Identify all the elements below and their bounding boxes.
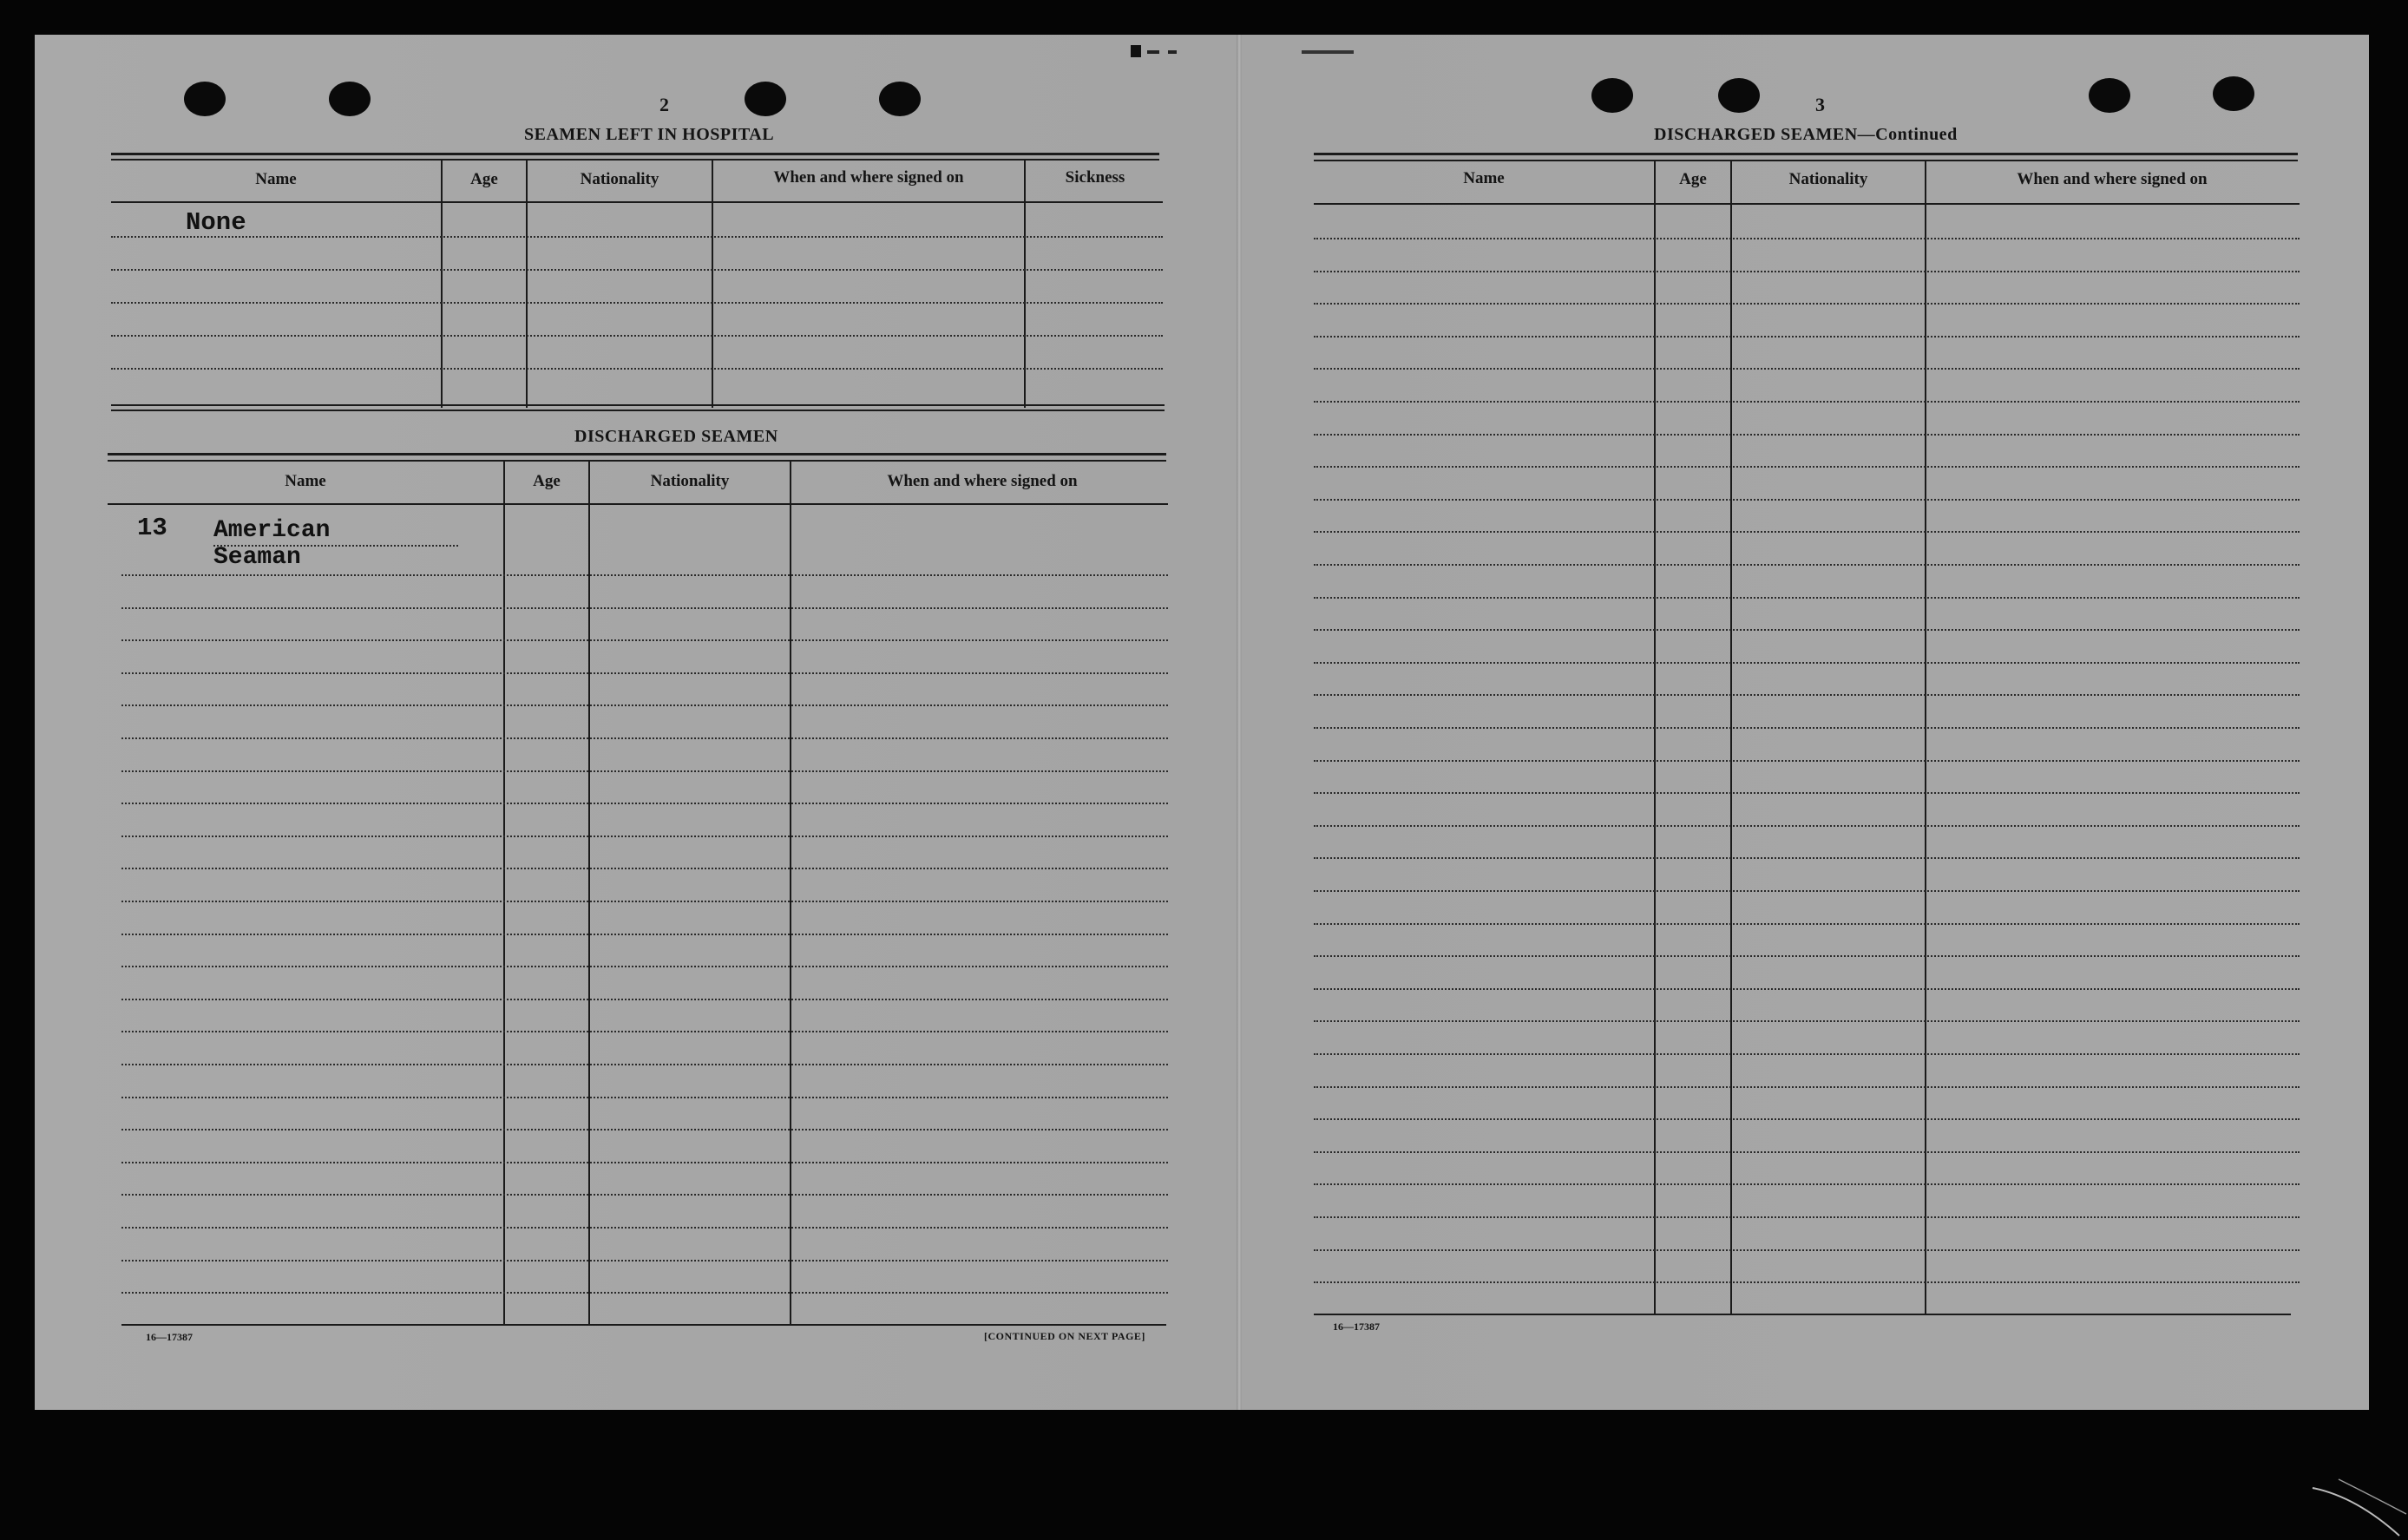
table-rule: [111, 159, 1159, 161]
page-fold: [1237, 35, 1242, 1410]
column-divider: [1024, 160, 1026, 408]
entry-dotted-line: [121, 770, 1168, 772]
entry-dotted-line: [121, 672, 1168, 674]
hospital-section-title: SEAMEN LEFT IN HOSPITAL: [524, 125, 775, 144]
entry-dotted-line: [1314, 825, 2300, 827]
column-header-signed-on: When and where signed on: [773, 168, 964, 187]
discharged-section-title: DISCHARGED SEAMEN: [574, 427, 778, 446]
entry-dotted-line: [1314, 857, 2300, 859]
entry-dotted-line: [111, 269, 1163, 271]
table-rule: [111, 153, 1159, 155]
entry-underline: [213, 545, 458, 547]
entry-dotted-line: [1314, 1053, 2300, 1055]
column-header-age: Age: [470, 170, 498, 188]
entry-dotted-line: [1314, 1249, 2300, 1251]
column-header-name: Name: [1463, 169, 1505, 187]
entry-dotted-line: [121, 1194, 1168, 1196]
document-paper: [35, 35, 2369, 1410]
entry-dotted-line: [1314, 1020, 2300, 1022]
punch-hole: [184, 82, 226, 116]
entry-dotted-line: [111, 236, 1163, 238]
page-number-left: 2: [659, 94, 669, 115]
entry-dotted-line: [1314, 1118, 2300, 1120]
entry-dotted-line: [121, 836, 1168, 837]
entry-dotted-line: [1314, 368, 2300, 370]
entry-dotted-line: [1314, 792, 2300, 794]
entry-dotted-line: [1314, 271, 2300, 272]
discharged-continued-title: [1654, 125, 1958, 145]
entry-dotted-line: [1314, 890, 2300, 892]
punch-hole: [1718, 78, 1760, 113]
punch-hole: [745, 82, 786, 116]
column-header-signed-on: When and where signed on: [2017, 170, 2208, 188]
table-bottom-rule: [111, 404, 1165, 406]
page-corner-curl: [2304, 1462, 2408, 1540]
entry-dotted-line: [1314, 760, 2300, 762]
entry-dotted-line: [1314, 1216, 2300, 1218]
entry-dotted-line: [121, 1260, 1168, 1261]
entry-dotted-line: [121, 901, 1168, 902]
entry-dotted-line: [1314, 466, 2300, 468]
entry-dotted-line: [121, 1064, 1168, 1065]
title-text: DISCHARGED SEAMEN: [1654, 125, 1858, 144]
column-header-name: Name: [285, 472, 326, 490]
column-header-nationality: Nationality: [580, 170, 659, 188]
punch-hole: [2213, 76, 2254, 111]
entry-dotted-line: [1314, 564, 2300, 566]
entry-dotted-line: [121, 1031, 1168, 1032]
entry-dotted-line: [1314, 955, 2300, 957]
header-rule: [1314, 203, 2300, 205]
entry-dotted-line: [1314, 401, 2300, 403]
entry-dotted-line: [1314, 531, 2300, 533]
entry-dotted-line: [1314, 597, 2300, 599]
entry-dotted-line: [1314, 303, 2300, 305]
cropped-header-text: [1128, 42, 1388, 59]
entry-dotted-line: [1314, 1086, 2300, 1088]
entry-dotted-line: [121, 999, 1168, 1000]
table-rule: [108, 453, 1166, 455]
entry-dotted-line: [1314, 694, 2300, 696]
table-rule: [1314, 153, 2298, 155]
form-code-left: 16—17387: [146, 1331, 193, 1343]
column-header-name: Name: [255, 170, 297, 188]
entry-dotted-line: [1314, 1151, 2300, 1153]
entry-dotted-line: [121, 1097, 1168, 1098]
entry-dotted-line: [121, 966, 1168, 967]
column-header-age: Age: [533, 472, 561, 490]
column-divider: [790, 460, 791, 1326]
entry-dotted-line: [1314, 988, 2300, 990]
entry-dotted-line: [1314, 238, 2300, 239]
table-rule: [1314, 160, 2298, 161]
punch-hole: [1591, 78, 1633, 113]
entry-dotted-line: [121, 1162, 1168, 1163]
title-suffix: —Continued: [1857, 125, 1958, 144]
page-number-right: 3: [1815, 94, 1825, 115]
column-divider: [588, 460, 590, 1326]
entry-dotted-line: [121, 1227, 1168, 1229]
hospital-entry-name: None: [186, 208, 246, 237]
entry-dotted-line: [121, 737, 1168, 739]
table-rule: [108, 460, 1166, 462]
column-header-sickness: Sickness: [1065, 168, 1125, 187]
entry-dotted-line: [121, 934, 1168, 935]
entry-dotted-line: [121, 607, 1168, 609]
column-divider: [526, 160, 528, 408]
form-code-right: 16—17387: [1333, 1320, 1380, 1333]
column-divider: [503, 460, 505, 1326]
entry-dotted-line: [121, 868, 1168, 869]
table-bottom-rule: [121, 1324, 1166, 1326]
entry-dotted-line: [121, 1292, 1168, 1294]
column-divider: [712, 160, 713, 408]
entry-dotted-line: [1314, 1281, 2300, 1283]
column-divider: [441, 160, 443, 408]
column-divider: [1730, 160, 1732, 1315]
punch-hole: [329, 82, 371, 116]
column-header-nationality: Nationality: [1788, 170, 1868, 188]
header-rule: [111, 201, 1163, 203]
table-bottom-rule: [1314, 1314, 2291, 1315]
entry-dotted-line: [1314, 1183, 2300, 1185]
column-divider: [1654, 160, 1656, 1315]
table-bottom-rule: [111, 410, 1165, 411]
entry-dotted-line: [121, 803, 1168, 804]
entry-dotted-line: [1314, 727, 2300, 729]
continued-note: [CONTINUED ON NEXT PAGE]: [984, 1330, 1145, 1342]
punch-hole: [879, 82, 921, 116]
entry-dotted-line: [111, 368, 1163, 370]
discharged-entry-count: 13: [137, 514, 167, 542]
entry-dotted-line: [1314, 923, 2300, 925]
discharged-entry-name: American Seaman: [213, 517, 331, 571]
punch-hole: [2089, 78, 2130, 113]
entry-dotted-line: [121, 704, 1168, 706]
header-rule: [108, 503, 1168, 505]
entry-dotted-line: [1314, 336, 2300, 337]
entry-dotted-line: [1314, 629, 2300, 631]
column-header-signed-on: When and where signed on: [887, 472, 1078, 490]
entry-dotted-line: [1314, 434, 2300, 436]
column-header-age: Age: [1679, 170, 1707, 188]
entry-dotted-line: [121, 1129, 1168, 1130]
entry-dotted-line: [111, 302, 1163, 304]
column-header-nationality: Nationality: [650, 472, 730, 490]
entry-dotted-line: [1314, 499, 2300, 501]
column-divider: [1925, 160, 1926, 1315]
entry-dotted-line: [1314, 662, 2300, 664]
entry-dotted-line: [121, 574, 1168, 576]
entry-dotted-line: [121, 639, 1168, 641]
entry-dotted-line: [111, 335, 1163, 337]
